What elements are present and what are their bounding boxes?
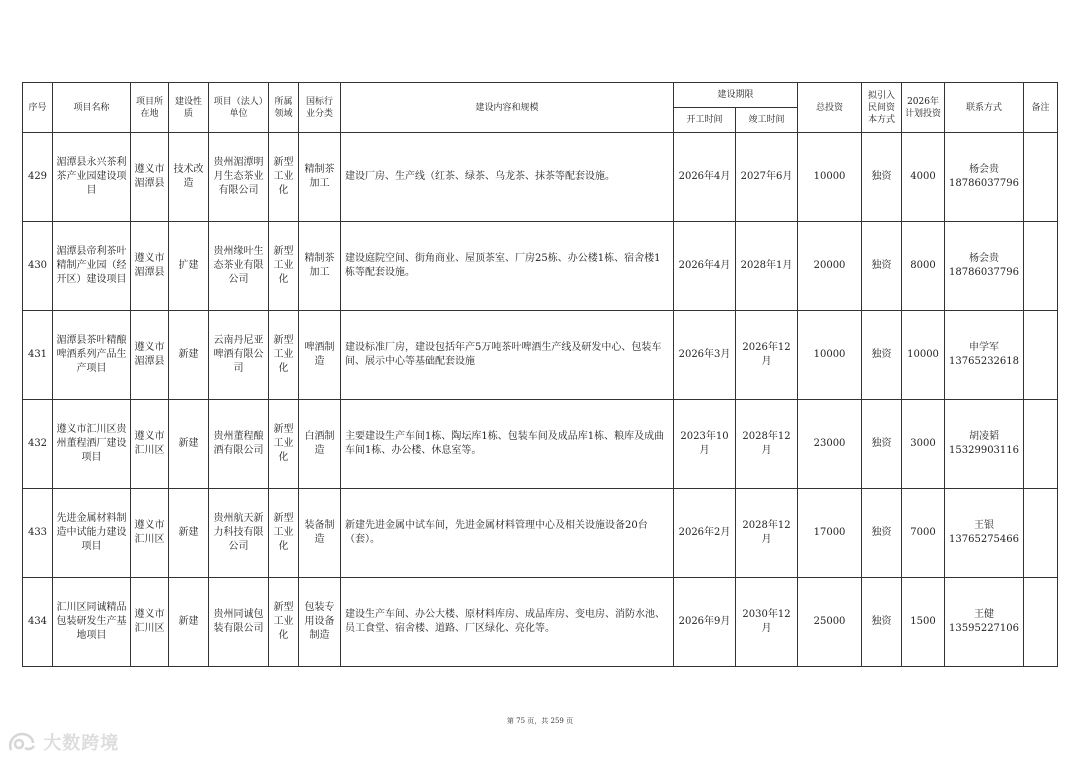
cell-seq: 434 (23, 578, 53, 667)
header-industry: 国标行业分类 (299, 83, 341, 133)
cell-end: 2028年1月 (736, 222, 798, 311)
cell-capital: 独资 (862, 489, 902, 578)
project-table (22, 82, 1058, 667)
header-period: 建设期限 (674, 83, 798, 108)
cell-end: 2028年12月 (736, 489, 798, 578)
cell-contact (945, 489, 1024, 578)
contact-phone: 18786037796 (949, 267, 1020, 278)
cell-location: 遵义市湄潭县 (131, 311, 169, 400)
table-row (23, 578, 1058, 667)
cell-plan: 8000 (902, 222, 945, 311)
cell-remark (1024, 311, 1058, 400)
table-row (23, 133, 1058, 222)
cell-industry: 装备制造 (299, 489, 341, 578)
table-row (23, 311, 1058, 400)
cell-total: 10000 (798, 311, 862, 400)
cell-seq: 432 (23, 400, 53, 489)
cell-seq: 429 (23, 133, 53, 222)
cell-field: 新型工业化 (269, 578, 299, 667)
cell-content: 主要建设生产车间1栋、陶坛库1栋、包装车间及成品库1栋、粮库及成曲车间1栋、办公楼、休息室等。 (341, 400, 674, 489)
cell-industry: 精制茶加工 (299, 222, 341, 311)
contact-name: 王银 (974, 520, 995, 531)
cell-field: 新型工业化 (269, 400, 299, 489)
cell-nature: 新建 (169, 489, 209, 578)
cell-name: 遵义市汇川区贵州董程酒厂建设项目 (53, 400, 131, 489)
header-contact: 联系方式 (945, 83, 1024, 133)
cell-end: 2028年12月 (736, 400, 798, 489)
cell-unit: 贵州缘叶生态茶业有限公司 (209, 222, 269, 311)
cell-total: 25000 (798, 578, 862, 667)
cell-capital: 独资 (862, 578, 902, 667)
cell-content: 建设标准厂房，建设包括年产5万吨茶叶啤酒生产线及研发中心、包装车间、展示中心等基础配套设施 (341, 311, 674, 400)
cell-location: 遵义市汇川区 (131, 578, 169, 667)
header-content: 建设内容和规模 (341, 83, 674, 133)
page-footer: 第 75 页，共 259 页 (506, 717, 574, 725)
cell-nature: 新建 (169, 578, 209, 667)
cell-total: 17000 (798, 489, 862, 578)
header-start: 开工时间 (674, 108, 736, 133)
cell-content: 建设生产车间、办公大楼、原材料库房、成品库房、变电房、消防水池、员工食堂、宿舍楼、道路、厂区绿化、亮化等。 (341, 578, 674, 667)
cell-content: 新建先进金属中试车间，先进金属材料管理中心及相关设施设备20台（套）。 (341, 489, 674, 578)
cell-name: 湄潭县茶叶精酿啤酒系列产品生产项目 (53, 311, 131, 400)
cell-seq: 431 (23, 311, 53, 400)
cell-end: 2026年12月 (736, 311, 798, 400)
header-nature: 建设性质 (169, 83, 209, 133)
cell-industry: 精制茶加工 (299, 133, 341, 222)
cell-total: 10000 (798, 133, 862, 222)
cell-start: 2026年9月 (674, 578, 736, 667)
cell-nature: 技术改造 (169, 133, 209, 222)
cell-name: 湄潭县帝利茶叶精制产业园（经开区）建设项目 (53, 222, 131, 311)
contact-phone: 13765232618 (949, 356, 1020, 367)
cell-capital: 独资 (862, 133, 902, 222)
cell-total: 23000 (798, 400, 862, 489)
cell-contact (945, 222, 1024, 311)
contact-phone: 13765275466 (949, 534, 1020, 545)
cell-content: 建设庭院空间、街角商业、屋顶茶室、厂房25栋、办公楼1栋、宿舍楼1栋等配套设施。 (341, 222, 674, 311)
cell-contact (945, 311, 1024, 400)
header-seq: 序号 (23, 83, 53, 133)
contact-name: 王健 (974, 609, 995, 620)
cell-unit: 贵州同诚包装有限公司 (209, 578, 269, 667)
header-unit: 项目（法人）单位 (209, 83, 269, 133)
contact-phone: 15329903116 (949, 445, 1020, 456)
contact-name: 杨会贵 (969, 253, 1000, 264)
cell-capital: 独资 (862, 222, 902, 311)
cell-start: 2023年10月 (674, 400, 736, 489)
cell-end: 2027年6月 (736, 133, 798, 222)
contact-phone: 13595227106 (949, 623, 1020, 634)
header-location: 项目所在地 (131, 83, 169, 133)
cell-remark (1024, 578, 1058, 667)
cell-field: 新型工业化 (269, 489, 299, 578)
cell-content: 建设厂房、生产线（红茶、绿茶、乌龙茶、抹茶等配套设施。 (341, 133, 674, 222)
header-end: 竣工时间 (736, 108, 798, 133)
cell-start: 2026年4月 (674, 133, 736, 222)
header-capital: 拟引入民间资本方式 (862, 83, 902, 133)
cell-industry: 包装专用设备制造 (299, 578, 341, 667)
cell-remark (1024, 222, 1058, 311)
cell-unit: 云南丹尼亚啤酒有限公司 (209, 311, 269, 400)
contact-phone: 18786037796 (949, 178, 1020, 189)
cell-industry: 白酒制造 (299, 400, 341, 489)
watermark-logo-icon (8, 730, 36, 754)
cell-plan: 1500 (902, 578, 945, 667)
cell-location: 遵义市汇川区 (131, 400, 169, 489)
cell-start: 2026年4月 (674, 222, 736, 311)
cell-location: 遵义市湄潭县 (131, 133, 169, 222)
cell-nature: 新建 (169, 311, 209, 400)
cell-location: 遵义市汇川区 (131, 489, 169, 578)
watermark (8, 729, 158, 757)
header-total: 总投资 (798, 83, 862, 133)
cell-seq: 430 (23, 222, 53, 311)
cell-unit: 贵州湄潭明月生态茶业有限公司 (209, 133, 269, 222)
cell-plan: 10000 (902, 311, 945, 400)
cell-total: 20000 (798, 222, 862, 311)
cell-remark (1024, 489, 1058, 578)
table-row (23, 489, 1058, 578)
contact-name: 申学军 (969, 342, 1000, 353)
cell-location: 遵义市湄潭县 (131, 222, 169, 311)
cell-industry: 啤酒制造 (299, 311, 341, 400)
header-remark: 备注 (1024, 83, 1058, 133)
contact-name: 杨会贵 (969, 164, 1000, 175)
cell-plan: 7000 (902, 489, 945, 578)
cell-start: 2026年3月 (674, 311, 736, 400)
cell-capital: 独资 (862, 311, 902, 400)
header-name: 项目名称 (53, 83, 131, 133)
cell-nature: 扩建 (169, 222, 209, 311)
table-row (23, 222, 1058, 311)
cell-remark (1024, 133, 1058, 222)
cell-field: 新型工业化 (269, 222, 299, 311)
cell-name: 湄潭县永兴茶利茶产业园建设项目 (53, 133, 131, 222)
cell-end: 2030年12月 (736, 578, 798, 667)
cell-nature: 新建 (169, 400, 209, 489)
contact-name: 胡凌韬 (969, 431, 1000, 442)
cell-seq: 433 (23, 489, 53, 578)
cell-contact (945, 133, 1024, 222)
cell-plan: 4000 (902, 133, 945, 222)
cell-unit: 贵州董程酿酒有限公司 (209, 400, 269, 489)
header-field: 所属领域 (269, 83, 299, 133)
cell-plan: 3000 (902, 400, 945, 489)
watermark-text: 大数跨境 (43, 733, 120, 754)
cell-field: 新型工业化 (269, 311, 299, 400)
cell-unit: 贵州航天新力科技有限公司 (209, 489, 269, 578)
cell-remark (1024, 400, 1058, 489)
cell-capital: 独资 (862, 400, 902, 489)
table-row (23, 400, 1058, 489)
cell-contact (945, 578, 1024, 667)
cell-start: 2026年2月 (674, 489, 736, 578)
header-plan: 2026年计划投资 (902, 83, 945, 133)
cell-name: 汇川区同诚精品包装研发生产基地项目 (53, 578, 131, 667)
cell-name: 先进金属材料制造中试能力建设项目 (53, 489, 131, 578)
cell-field: 新型工业化 (269, 133, 299, 222)
cell-contact (945, 400, 1024, 489)
